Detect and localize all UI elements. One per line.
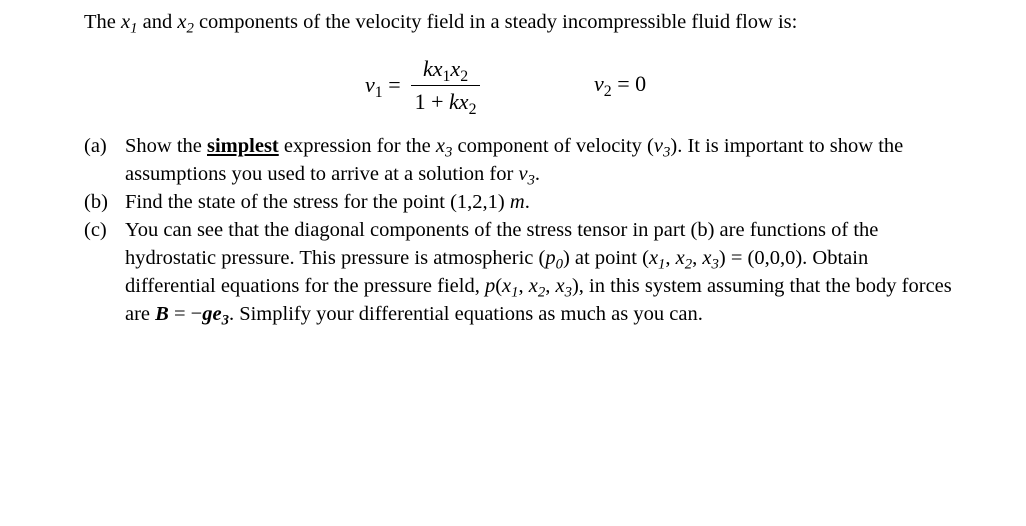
intro-text-2: and xyxy=(137,11,178,33)
part-c-text: You can see that the diagonal components of the stress tensor in part (b) are functions of the hydrostatic pressure. This pressure is atmospheric $(p_0)$ at point ($x_1$, $x_2$, $x_3) = (0,0,0)$. Obtain differential equations for the pressure field, $p(x_1$, $x_2$, $x_3$), in this system assuming that the body forces are $B = -ge_3$. Simplify your differential equations as much as you can. xyxy=(125,219,952,329)
part-a-text: Show the simplest expression for the $x_3$ component of velocity $(v_3)$. It is important to show the assumptions you used to arrive at a solution for $v_3$. xyxy=(125,135,904,189)
intro-text-3: components of the velocity field in a steady incompressible fluid flow is: xyxy=(193,11,798,33)
problem-parts xyxy=(84,132,964,328)
part-c-label: (c) xyxy=(84,219,107,241)
equation-v2: $v_2 = 0$ xyxy=(594,71,647,100)
var-x1: $x_1$ xyxy=(121,11,138,37)
v1-lhs: $v_1$ = xyxy=(365,72,401,101)
var-x2: $x_2$ xyxy=(177,11,194,37)
fraction-denominator: $1 + kx_2$ xyxy=(414,88,477,118)
fraction-numerator: $kx_1x_2$ xyxy=(422,55,469,85)
equation-v1 xyxy=(365,52,480,118)
part-c xyxy=(84,216,964,328)
simplest-emphasis: simplest xyxy=(207,135,279,157)
v1-fraction xyxy=(411,55,481,118)
part-b-label: (b) xyxy=(84,191,108,213)
intro-text-1: The xyxy=(84,11,121,33)
part-b-text: Find the state of the stress for the point (1,2,1) m. xyxy=(125,191,530,213)
intro-text xyxy=(84,11,798,37)
part-b xyxy=(84,188,964,216)
part-a xyxy=(84,132,964,188)
part-a-label: (a) xyxy=(84,135,107,157)
